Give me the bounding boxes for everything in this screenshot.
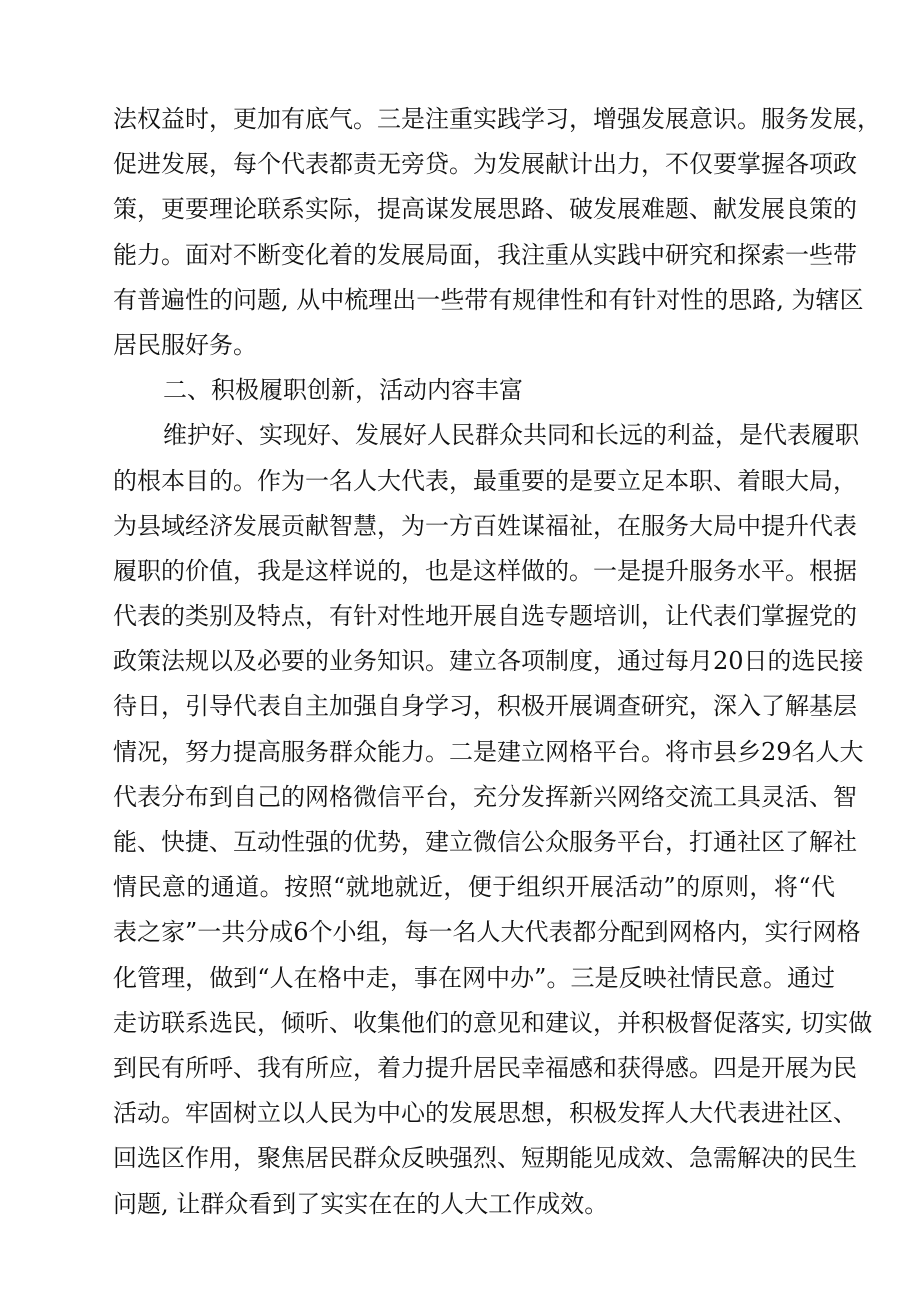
text-line: 问题, 让群众看到了实实在在的人大工作成效。 — [113, 1189, 609, 1218]
text-line: 二、积极履职创新，活动内容丰富 — [163, 376, 523, 405]
paragraph — [113, 417, 873, 1230]
text-line: 的根本目的。作为一名人大代表，最重要的是要立足本职、着眼大局， — [113, 466, 857, 495]
paragraph — [113, 101, 881, 372]
text-line: 代表的类别及特点，有针对性地开展自选专题培训，让代表们掌握党的 — [113, 602, 857, 631]
text-line: 维护好、实现好、发展好人民群众共同和长远的利益，是代表履职 — [163, 421, 859, 450]
text-line: 能力。面对不断变化着的发展局面，我注重从实践中研究和探索一些带 — [113, 240, 857, 269]
text-line: 到民有所呼、我有所应，着力提升居民幸福感和获得感。四是开展为民 — [113, 1053, 857, 1082]
text-line: 履职的价值，我是这样说的，也是这样做的。一是提升服务水平。根据 — [113, 556, 857, 585]
text-line: 政策法规以及必要的业务知识。建立各项制度，通过每月20日的选民接 — [113, 647, 864, 676]
section-heading — [113, 372, 835, 417]
text-line: 待日，引导代表自主加强自身学习，积极开展调查研究，深入了解基层 — [113, 692, 857, 721]
text-line: 活动。牢固树立以人民为中心的发展思想，积极发挥人大代表进社区、 — [113, 1099, 857, 1128]
document-body — [113, 101, 881, 1231]
text-line: 表之家”一共分成6个小组，每一名人大代表都分配到网格内，实行网格 — [113, 918, 861, 947]
text-line: 促进发展，每个代表都责无旁贷。为发展献计出力，不仅要掌握各项政 — [113, 150, 857, 179]
text-line: 居民服好务。 — [113, 330, 257, 359]
text-line: 法权益时，更加有底气。三是注重实践学习，增强发展意识。服务发展， — [113, 105, 881, 133]
text-line: 化管理，做到“人在格中走，事在网中办”。三是反映社情民意。通过 — [113, 963, 835, 992]
text-line: 情况，努力提高服务群众能力。二是建立网格平台。将市县乡29名人大 — [113, 737, 864, 766]
text-line: 策，更要理论联系实际，提高谋发展思路、破发展难题、献发展良策的 — [113, 195, 857, 224]
text-line: 代表分布到自己的网格微信平台，充分发挥新兴网络交流工具灵活、智 — [113, 782, 857, 811]
text-line: 为县域经济发展贡献智慧，为一方百姓谋福祉，在服务大局中提升代表 — [113, 511, 857, 540]
text-line: 能、快捷、互动性强的优势，建立微信公众服务平台，打通社区了解社 — [113, 828, 857, 856]
text-line: 有普遍性的问题, 从中梳理出一些带有规律性和有针对性的思路, 为辖区 — [113, 285, 864, 314]
text-line: 回选区作用，聚焦居民群众反映强烈、短期能见成效、急需解决的民生 — [113, 1144, 857, 1173]
text-line: 情民意的通道。按照“就地就近，便于组织开展活动”的原则，将“代 — [113, 873, 835, 902]
text-line: 走访联系选民，倾听、收集他们的意见和建议，并积极督促落实, 切实做 — [113, 1008, 873, 1037]
